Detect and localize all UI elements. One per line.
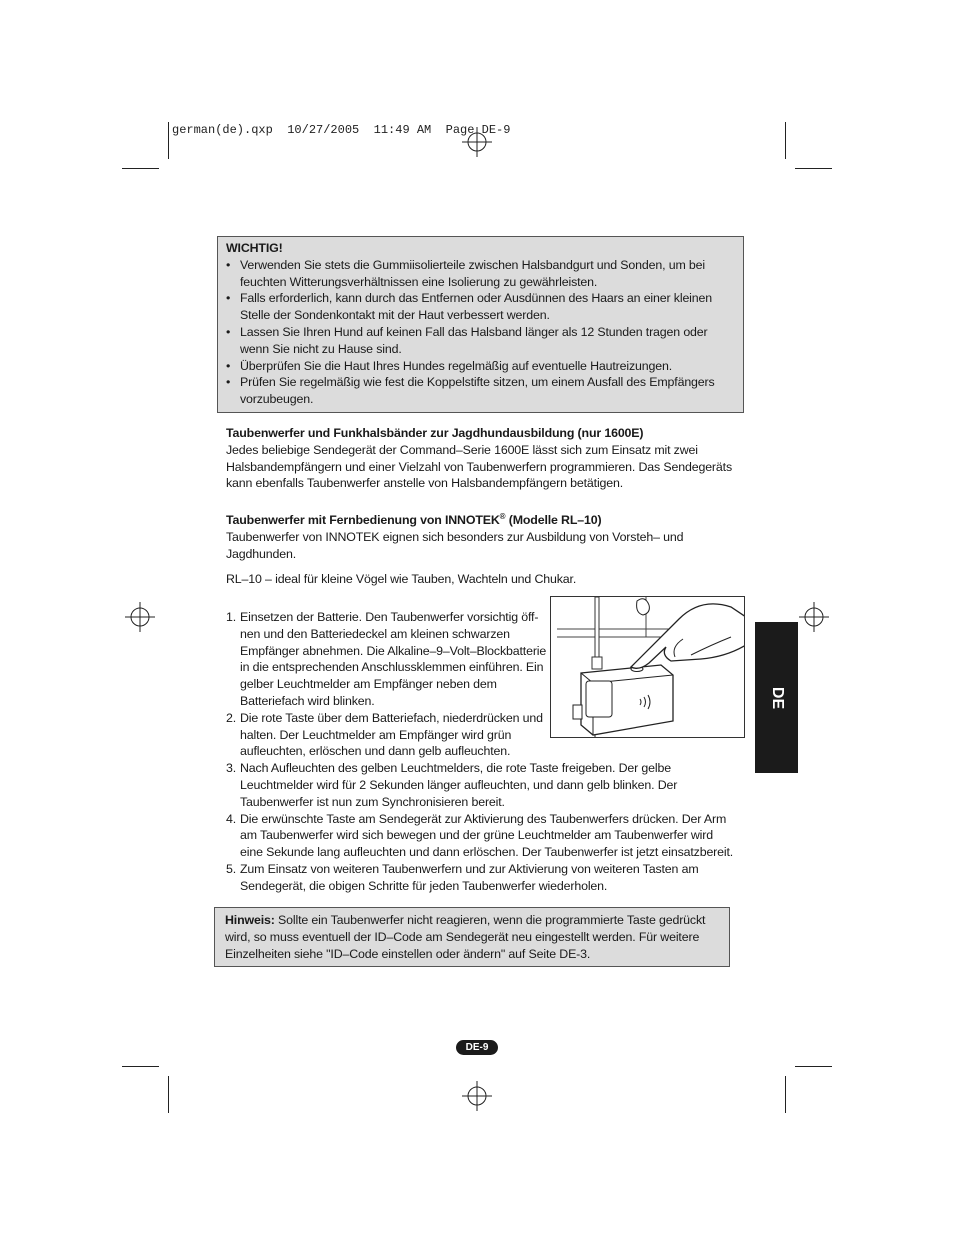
page-number: DE-9 xyxy=(456,1040,498,1055)
note-label: Hinweis: xyxy=(225,913,275,927)
language-tab-label: DE xyxy=(768,686,786,709)
step-item: 2. Die rote Taste über dem Batteriefach, niederdrücken und halten. Der Leuchtmelder am Empfänger wird grün aufleuchten, erlöschen und dann gelb aufleuchten. xyxy=(226,710,543,759)
print-slug: german(de).qxp 10/27/2005 11:49 AM Page DE-9 xyxy=(172,123,511,137)
registration-mark-right-icon xyxy=(799,602,829,632)
step-item: 1. Einsetzen der Batterie. Den Taubenwerfer vorsichtig öff- nen und den Batteriedeckel am kleinen schwarzen Empfänger abnehmen. Die Alkaline–9–Volt–Blockbatterie in die entsprechenden Anschlussklemmen einführen. Ein gelber Leuchtmelder am Empfänger neben dem Batteriefach wird blinken. xyxy=(226,610,547,708)
important-item: • Falls erforderlich, kann durch das Entfernen oder Ausdünnen des Haars an einer kleinen Stelle der Sondenkontakt mit der Haut verbessert werden. xyxy=(226,290,735,324)
important-item: • Lassen Sie Ihren Hund auf keinen Fall das Halsband länger als 12 Stunden tragen oder wenn Sie nicht zu Hause sind. xyxy=(226,324,735,358)
registered-mark: ® xyxy=(499,512,506,521)
section-remote-pigeon-launcher xyxy=(226,509,736,587)
important-item: • Verwenden Sie stets die Gummiisolierteile zwischen Halsbandgurt und Sonden, um bei feuchten Witterungsverhältnissen eine Isolierung zu gewährleisten. xyxy=(226,257,735,291)
note-text: Sollte ein Taubenwerfer nicht reagieren, wenn die programmierte Taste gedrückt wird, so muss eventuell der ID–Code am Sendegerät neu eingestellt werden. Für weitere Einzelheiten siehe "ID–Code einstellen oder ändern" auf Seite DE-3. xyxy=(225,913,706,961)
section-paragraph: Jedes beliebige Sendegerät der Command–Serie 1600E lässt sich zum Einsatz mit zwei Halsbandempfängern und einer Vielzahl von Taubenwerfern programmieren. Das Sendegeräts kann ebenfalls Taubenwerfer anstelle von Halsbandempfängern betätigen. xyxy=(226,442,732,491)
note-box xyxy=(214,907,730,967)
step-item: 3. Nach Aufleuchten des gelben Leuchtmelders, die rote Taste freigeben. Der gelbe Leuchtmelder wird für 2 Sekunden länger aufleuchten, und dann gelb blinken. Der Taubenwerfer ist nun zum Synchronisieren bereit. xyxy=(226,761,678,809)
registration-mark-bottom-icon xyxy=(462,1081,492,1111)
section-paragraph: Taubenwerfer von INNOTEK eignen sich besonders zur Ausbildung von Vorsteh– und Jagdhunden. xyxy=(226,529,684,561)
section-title-main: Taubenwerfer mit Fernbedienung von INNOTEK xyxy=(226,513,500,528)
important-item: • Überprüfen Sie die Haut Ihres Hundes regelmäßig auf eventuelle Hautreizungen. xyxy=(226,358,735,375)
section-title-tail: (Modelle RL–10) xyxy=(505,513,602,528)
step-item: 5. Zum Einsatz von weiteren Taubenwerfern und zur Aktivierung von weiteren Tasten am Sendegerät, die obigen Schritte für jeden Taubenwerfer wiederholen. xyxy=(226,861,699,893)
language-tab xyxy=(755,622,798,773)
registration-mark-left-icon xyxy=(125,602,155,632)
section-title xyxy=(226,509,736,529)
step-item: 4. Die erwünschte Taste am Sendegerät zur Aktivierung des Taubenwerfers drücken. Der Arm am Taubenwerfer wird sich bewegen und der grüne Leuchtmelder am Taubenwerfer wird eine Sekunde lang aufleuchten und dann erlöschen. Der Taubenwerfer ist jetzt einsatzbereit. xyxy=(226,811,734,860)
section-pigeon-launcher-collars xyxy=(226,425,736,492)
section-title: Taubenwerfer und Funkhalsbänder zur Jagdhundausbildung (nur 1600E) xyxy=(226,426,644,440)
important-list xyxy=(226,257,735,408)
registration-mark-top-icon xyxy=(462,127,492,157)
setup-steps xyxy=(226,609,736,895)
rl10-line: RL–10 – ideal für kleine Vögel wie Tauben, Wachteln und Chukar. xyxy=(226,571,577,586)
important-item: • Prüfen Sie regelmäßig wie fest die Koppelstifte sitzen, um einem Ausfall des Empfängers vorzubeugen. xyxy=(226,374,735,408)
important-box xyxy=(217,236,744,413)
important-heading: WICHTIG! xyxy=(226,241,283,255)
